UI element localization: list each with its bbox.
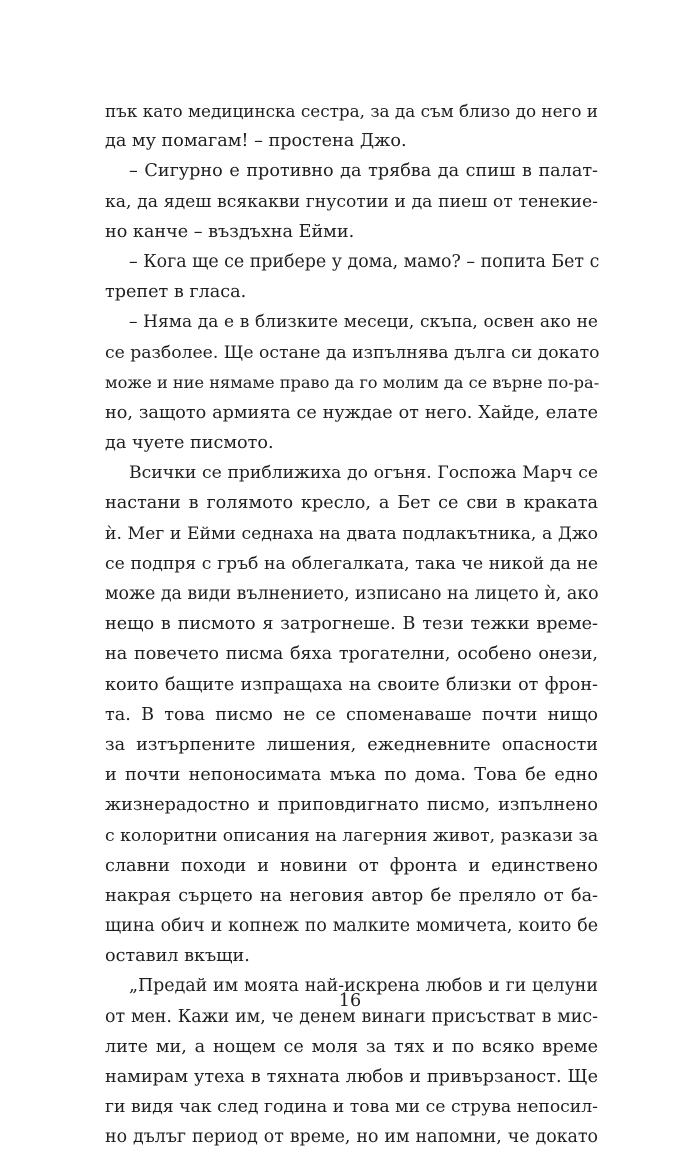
text-line: трепет в гласа.	[105, 282, 247, 303]
text-line: настани в голямото кресло, а Бет се сви в краката	[105, 493, 598, 514]
text-line: щина обич и копнеж по малките момичета, които бе	[105, 916, 598, 937]
text-line: лите ми, а нощем се моля за тях и по всяко време	[105, 1036, 598, 1057]
text-line: накрая сърцето на неговия автор бе преляло от ба-	[105, 885, 598, 906]
text-line: да му помагам! – простена Джо.	[105, 131, 407, 152]
text-line: за изтърпените лишения, ежедневните опасности	[105, 734, 598, 755]
text-line: и почти непоносимата мъка по дома. Това бе едно	[105, 765, 598, 786]
text-line: ги видя чак след година и това ми се струва непосил-	[105, 1097, 598, 1118]
text-line: – Няма да е в близките месеци, скъпа, освен ако не	[129, 312, 598, 333]
text-line: може да види вълнението, изписано на лицето ѝ, ако	[105, 584, 599, 604]
text-line: но дълъг период от време, но им напомни, че докато	[105, 1127, 598, 1148]
text-line: та. В това писмо не се споменаваше почти нищо	[105, 704, 598, 725]
text-line: жизнерадостно и приповдигнато писмо, изпълнено	[105, 795, 598, 816]
text-line: да чуете писмото.	[105, 433, 274, 454]
text-line: се подпря с гръб на облегалката, така че никой да не	[105, 553, 598, 574]
text-line: Всички се приближиха до огъня. Госпожа Марч се	[129, 463, 598, 484]
text-line: „Предай им моята най-искрена любов и ги целуни	[129, 976, 598, 997]
text-line: намирам утеха в тяхната любов и привързаност. Ще	[105, 1067, 598, 1087]
text-line: оставил вкъщи.	[105, 946, 250, 967]
text-line: славни походи и новини от фронта и единствено	[105, 855, 598, 876]
text-line: но, защото армията се нуждае от него. Хайде, елате	[105, 402, 598, 423]
text-line: с колоритни описания на лагерния живот, разкази за	[105, 825, 599, 846]
text-line: ка, да ядеш всякакви гнусотии и да пиеш от тенекие-	[105, 191, 598, 212]
text-line: от мен. Кажи им, че денем винаги присъстват в мис-	[105, 1006, 598, 1027]
text-line: на повечето писма бяха трогателни, особено онези,	[105, 644, 598, 665]
text-line: ѝ. Мег и Ейми седнаха на двата подлакътника, а Джо	[105, 523, 598, 544]
text-line: – Сигурно е противно да трябва да спиш в палат-	[129, 161, 598, 182]
text-line: пък като медицинска сестра, за да съм близо до него и	[105, 101, 598, 121]
text-line: – Кога ще се прибере у дома, мамо? – попита Бет с	[129, 251, 600, 272]
text-line: но канче – въздъхна Ейми.	[105, 221, 355, 242]
text-line: които бащите изпращаха на своите близки от фрон-	[105, 674, 598, 695]
text-line: може и ние нямаме право да го молим да се върне по-ра-	[105, 372, 600, 392]
text-line: нещо в писмото я затрогнеше. В тези тежки време-	[105, 614, 598, 635]
text-line: се разболее. Ще остане да изпълнява дълга си докато	[105, 342, 600, 363]
page-number: 16	[338, 991, 362, 1011]
